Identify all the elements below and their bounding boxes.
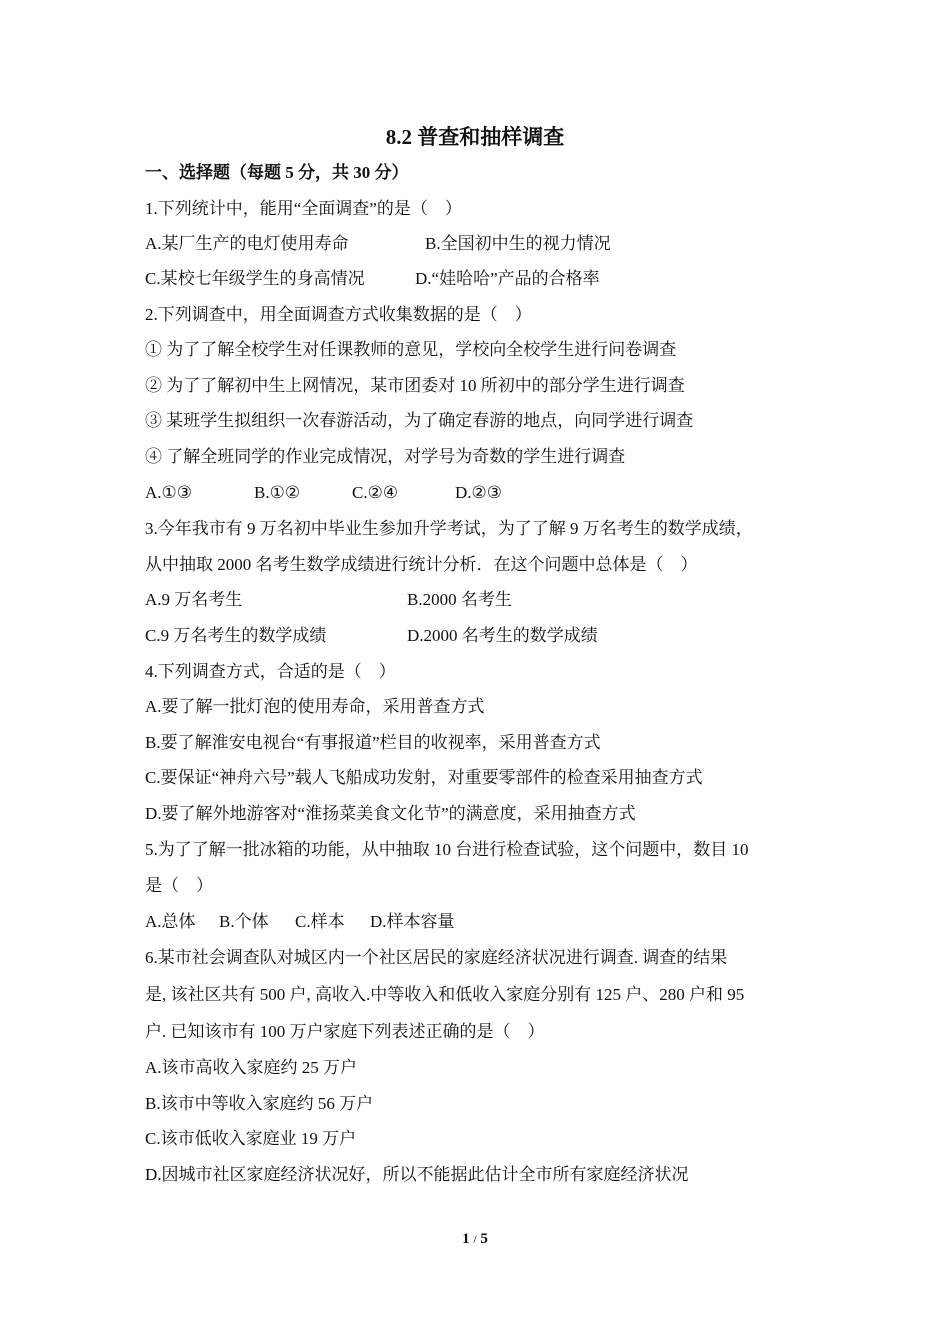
option-c: C.样本	[295, 912, 345, 931]
question-4-option-d: D.要了解外地游客对“淮扬菜美食文化节”的满意度，采用抽查方式	[145, 804, 636, 823]
question-6-stem-line-1: 6.某市社会调查队对城区内一个社区居民的家庭经济状况进行调查. 调查的结果	[145, 948, 728, 967]
option-a: A.某厂生产的电灯使用寿命	[145, 234, 349, 253]
option-a: A.总体	[145, 912, 196, 931]
question-3-stem-line-2: 从中抽取 2000 名考生数学成绩进行统计分析．在这个问题中总体是（ ）	[145, 555, 698, 574]
question-4-option-a: A.要了解一批灯泡的使用寿命，采用普查方式	[145, 697, 485, 716]
option-b: B.个体	[219, 912, 269, 931]
option-c: C.某校七年级学生的身高情况	[145, 269, 365, 288]
question-4-stem: 4.下列调查方式，合适的是（ ）	[145, 662, 396, 681]
question-5-stem-line-2: 是（ ）	[145, 876, 213, 895]
question-6-option-c: C.该市低收入家庭业 19 万户	[145, 1129, 357, 1148]
option-c: C.②④	[352, 483, 399, 502]
option-a: A.9 万名考生	[145, 590, 243, 609]
question-2-item-4: ④ 了解全班同学的作业完成情况，对学号为奇数的学生进行调查	[145, 447, 626, 466]
question-6-option-b: B.该市中等收入家庭约 56 万户	[145, 1094, 374, 1113]
question-5-stem-line-1: 5.为了了解一批冰箱的功能，从中抽取 10 台进行检查试验，这个问题中，数目 10	[145, 840, 749, 859]
question-2-item-1: ① 为了了解全校学生对任课教师的意见，学校向全校学生进行问卷调查	[145, 340, 677, 359]
page-title: 8.2 普查和抽样调查	[385, 125, 565, 149]
question-2-stem: 2.下列调查中，用全面调查方式收集数据的是（ ）	[145, 305, 532, 324]
section-heading: 一、选择题（每题 5 分，共 30 分）	[145, 163, 409, 182]
question-4-option-c: C.要保证“神舟六号”载人飞船成功发射，对重要零部件的检查采用抽查方式	[145, 768, 703, 787]
question-4-option-b: B.要了解淮安电视台“有事报道”栏目的收视率，采用普查方式	[145, 733, 601, 752]
option-c: C.9 万名考生的数学成绩	[145, 626, 327, 645]
question-1-stem: 1.下列统计中，能用“全面调查”的是（ ）	[145, 199, 462, 218]
option-b: B.①②	[254, 483, 301, 502]
current-page: 1	[462, 1231, 470, 1247]
option-b: B.全国初中生的视力情况	[425, 234, 611, 253]
question-6-stem-line-3: 户. 已知该市有 100 万户家庭下列表述正确的是（ ）	[145, 1022, 545, 1041]
option-d: D.2000 名考生的数学成绩	[407, 626, 598, 645]
total-pages: 5	[480, 1231, 488, 1247]
option-b: B.2000 名考生	[407, 590, 512, 609]
page-number	[0, 1228, 950, 1250]
question-6-stem-line-2: 是, 该社区共有 500 户, 高收入.中等收入和低收入家庭分别有 125 户、280 户和 95	[145, 985, 745, 1004]
question-3-stem-line-1: 3.今年我市有 9 万名初中毕业生参加升学考试，为了了解 9 万名考生的数学成绩，	[145, 519, 753, 538]
question-2-item-2: ② 为了了解初中生上网情况，某市团委对 10 所初中的部分学生进行调查	[145, 376, 685, 395]
question-2-item-3: ③ 某班学生拟组织一次春游活动，为了确定春游的地点，向同学进行调查	[145, 411, 694, 430]
option-a: A.①③	[145, 483, 193, 502]
option-d: D.样本容量	[370, 912, 455, 931]
question-6-option-d: D.因城市社区家庭经济状况好，所以不能据此估计全市所有家庭经济状况	[145, 1165, 689, 1184]
question-6-option-a: A.该市高收入家庭约 25 万户	[145, 1058, 358, 1077]
page-separator: /	[473, 1232, 477, 1246]
option-d: D.②③	[455, 483, 503, 502]
option-d: D.“娃哈哈”产品的合格率	[415, 269, 600, 288]
